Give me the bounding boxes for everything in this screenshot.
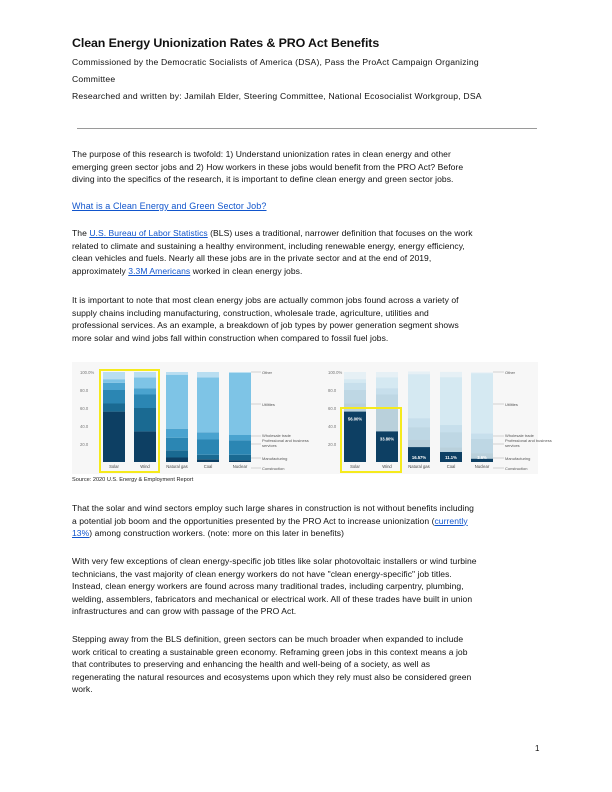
solar-wind-line-2 (72, 515, 542, 528)
solar-wind-line-3-post: ) among construction workers. (note: more on this later in benefits) (89, 528, 344, 539)
legend-professional-2-1: services (505, 443, 520, 448)
bar-0-solar-wholesale (103, 383, 125, 390)
x-tick-label-1-0: Solar (350, 464, 360, 469)
green-line-2: work critical to creating a sustainable green economy. Reframing green jobs in this context means a job (72, 646, 468, 657)
legend-professional-2-0: services (262, 443, 277, 448)
bar-0-natural-gas-wholesale (166, 429, 188, 438)
chart-figure (72, 362, 552, 474)
bar-0-coal-manufacturing (197, 455, 219, 460)
bar-1-natural-gas-wholesale (408, 418, 430, 427)
bar-0-nuclear-construction (229, 460, 251, 462)
section-heading-link[interactable]: What is a Clean Energy and Green Sector Job? (72, 201, 267, 211)
bar-1-coal-other (440, 372, 462, 377)
bls-line-4 (72, 265, 542, 278)
bls-line-1-post: (BLS) uses a traditional, narrower definition that focuses on the work (207, 228, 473, 238)
intro-line-1: The purpose of this research is twofold: 1) Understand unionization rates in clean energy and other (72, 149, 451, 159)
solar-wind-paragraph (72, 502, 542, 540)
bar-1-solar-other (344, 372, 366, 379)
common-jobs-paragraph (72, 294, 542, 344)
legend-utilities-1: Utilities (505, 402, 518, 407)
horizontal-rule (77, 128, 537, 129)
legend-other-0: Other (262, 370, 273, 375)
intro-line-3: diving into the specifics of the research, it is important to define clean energy and green sector jobs. (72, 174, 454, 185)
y-tick-label-0-1: 80.0 (80, 388, 89, 393)
bls-paragraph (72, 227, 542, 277)
solar-wind-line-1: That the solar and wind sectors employ such large shares in construction is not without benefits including (72, 503, 474, 513)
legend-manufacturing-1: Manufacturing (505, 456, 531, 461)
bar-0-wind-wholesale (134, 388, 156, 394)
bar-0-coal-prof (197, 440, 219, 455)
bar-0-natural-gas-utilities (166, 375, 188, 429)
bls-line-4-pre: approximately (72, 265, 129, 276)
intro-paragraph (72, 148, 542, 186)
bar-1-coal-wholesale (440, 425, 462, 432)
titles-line-5: infrastructures and can grow with passage of the PRO Act. (72, 606, 297, 617)
bar-0-natural-gas-manufacturing (166, 450, 188, 457)
x-tick-label-1-3: Coal (446, 464, 456, 469)
americans-link[interactable]: 3.3M Americans (128, 265, 191, 276)
x-tick-label-0-0: Solar (109, 464, 119, 469)
legend-construction-1: Construction (505, 466, 528, 471)
y-tick-label-0-2: 60.0 (80, 406, 89, 411)
titles-line-4: welding, assemblers, fabricators and mechanical or electrical work. All of these trades have built in union (72, 593, 473, 604)
green-line-3: that contributes to preserving and enhancing the health and well-being of a society, as well as (72, 659, 431, 670)
titles-line-2: technicians, the vast majority of clean energy workers do not have "clean energy-specific" job titles. (72, 568, 452, 579)
common-line-4: more solar and wind jobs fall within construction when compared to fossil fuel jobs. (72, 332, 389, 343)
bar-0-solar-construction (103, 412, 125, 462)
y-tick-label-1-0: 100.0% (328, 370, 343, 375)
bls-line-4-post: worked in clean energy jobs. (190, 265, 303, 276)
commissioned-line-2: Committee (72, 74, 116, 84)
bar-0-nuclear-manufacturing (229, 455, 251, 460)
solar-wind-line-2-pre: a potential job boom and the opportunities presented by the PRO Act to increase unionization ( (72, 515, 435, 526)
bar-1-coal-prof (440, 432, 462, 447)
y-tick-label-1-1: 80.0 (328, 388, 337, 393)
bar-0-nuclear-other (229, 372, 251, 373)
bar-1-wind-utilities (376, 377, 398, 388)
charts-svg (72, 362, 552, 474)
titles-line-3: Instead, clean energy workers are found across many traditional trades, including carpentry, plumbing, (72, 581, 464, 592)
legend-professional-1-0: Professional and business (262, 438, 309, 443)
bar-0-coal-construction (197, 459, 219, 462)
bar-1-nuclear-prof (471, 439, 493, 453)
bls-line-1 (72, 227, 542, 240)
data-label-3: 11.1% (445, 455, 457, 460)
job-titles-paragraph (72, 555, 542, 618)
common-line-3: professional services. As an example, a breakdown of job types by power generation segment shows (72, 320, 459, 331)
bar-0-wind-construction (134, 431, 156, 462)
currently-link[interactable]: currently (434, 515, 468, 526)
legend-wholesale-0: Wholesale trade (262, 433, 291, 438)
bar-1-nuclear-other (471, 372, 493, 373)
intro-line-2: emerging green sector jobs and 2) How workers in these jobs would benefit from the PRO Act? Before (72, 161, 464, 172)
x-tick-label-0-4: Nuclear (232, 464, 248, 469)
y-tick-label-1-3: 40.0 (328, 424, 337, 429)
bar-0-nuclear-prof (229, 440, 251, 454)
bar-0-solar-utilities (103, 379, 125, 383)
bls-line-1-pre: The (72, 228, 90, 238)
bar-0-natural-gas-other (166, 372, 188, 375)
bar-0-natural-gas-prof (166, 438, 188, 451)
bar-0-wind-prof (134, 395, 156, 409)
bar-0-solar-prof (103, 390, 125, 404)
bar-1-solar-wholesale (344, 383, 366, 390)
bar-0-natural-gas-construction (166, 458, 188, 463)
data-label-0: 56.00% (347, 416, 363, 422)
bar-1-natural-gas-other (408, 371, 430, 374)
bar-1-natural-gas-manufacturing (408, 440, 430, 447)
document-title: Clean Energy Unionization Rates & PRO Act Benefits (72, 36, 380, 50)
chart-source: Source: 2020 U.S. Energy & Employment Report (72, 477, 194, 483)
y-tick-label-0-4: 20.0 (80, 442, 89, 447)
bar-1-nuclear-wholesale (471, 434, 493, 439)
bar-0-solar-other (103, 372, 125, 379)
data-label-2: 16.57% (411, 455, 427, 460)
bar-0-wind-utilities (134, 377, 156, 388)
bls-line-2: related to climate and sustaining a healthy environment, including renewable energy, energy efficiency, (72, 240, 465, 251)
data-label-4: 3.6% (477, 455, 487, 460)
bar-0-coal-other (197, 372, 219, 377)
green-line-4: regenerating the natural resources and ecosystems upon which they rely must also be considered green (72, 671, 472, 682)
page-number: 1 (535, 744, 540, 753)
x-tick-label-1-4: Nuclear (474, 464, 490, 469)
x-tick-label-0-2: Natural gas (166, 464, 188, 469)
x-tick-label-1-2: Natural gas (408, 464, 430, 469)
green-sectors-paragraph (72, 633, 542, 696)
x-tick-label-0-1: Wind (140, 464, 150, 469)
legend-other-1: Other (505, 370, 516, 375)
green-line-1: Stepping away from the BLS definition, green sectors can be much broader when expanded to include (72, 634, 464, 644)
y-tick-label-1-2: 60.0 (328, 406, 337, 411)
bar-1-wind-manufacturing (376, 408, 398, 431)
legend-professional-1-1: Professional and business (505, 438, 552, 443)
common-line-2: supply chains including manufacturing, construction, wholesale trade, agriculture, utilities and (72, 307, 429, 318)
legend-manufacturing-0: Manufacturing (262, 456, 288, 461)
bar-1-coal-utilities (440, 377, 462, 425)
bar-1-solar-utilities (344, 379, 366, 383)
y-tick-label-0-3: 40.0 (80, 424, 89, 429)
bls-line-3: clean vehicles and fuels. Nearly all these jobs are in the private sector and at the end of 2019, (72, 253, 432, 264)
bar-0-nuclear-utilities (229, 373, 251, 435)
titles-line-1: With very few exceptions of clean energy-specific job titles like solar photovoltaic installers or wind turbine (72, 556, 477, 566)
bar-1-natural-gas-utilities (408, 374, 430, 418)
solar-wind-line-3 (72, 527, 542, 540)
legend-utilities-0: Utilities (262, 402, 275, 407)
bar-0-coal-utilities (197, 377, 219, 432)
legend-construction-0: Construction (262, 466, 285, 471)
common-line-1: It is important to note that most clean energy jobs are actually common jobs found across a variety of (72, 295, 459, 305)
bar-0-wind-manufacturing (134, 408, 156, 431)
commissioned-line-1: Commissioned by the Democratic Socialists of America (DSA), Pass the ProAct Campaign Organizing (72, 57, 479, 67)
bls-link[interactable]: U.S. Bureau of Labor Statistics (89, 228, 208, 238)
bar-1-nuclear-utilities (471, 373, 493, 433)
y-tick-label-1-4: 20.0 (328, 442, 337, 447)
bar-1-wind-other (376, 372, 398, 377)
legend-wholesale-1: Wholesale trade (505, 433, 534, 438)
researched-by-line: Researched and written by: Jamilah Elder, Steering Committee, National Ecosocialist Workgroup, DSA (72, 91, 482, 101)
x-tick-label-0-3: Coal (203, 464, 213, 469)
bar-1-solar-prof (344, 390, 366, 404)
green-line-5: work. (72, 684, 93, 695)
bar-1-wind-wholesale (376, 388, 398, 394)
bar-0-nuclear-wholesale (229, 435, 251, 440)
bar-1-coal-manufacturing (440, 448, 462, 453)
x-tick-label-1-1: Wind (382, 464, 392, 469)
bar-1-natural-gas-prof (408, 427, 430, 440)
bar-0-coal-wholesale (197, 432, 219, 439)
y-tick-label-0-0: 100.0% (80, 370, 95, 375)
percent-link[interactable]: 13% (72, 528, 90, 539)
data-label-1: 33.80% (379, 436, 395, 442)
bar-0-wind-other (134, 372, 156, 377)
bar-0-solar-manufacturing (103, 404, 125, 412)
bar-1-wind-prof (376, 395, 398, 409)
